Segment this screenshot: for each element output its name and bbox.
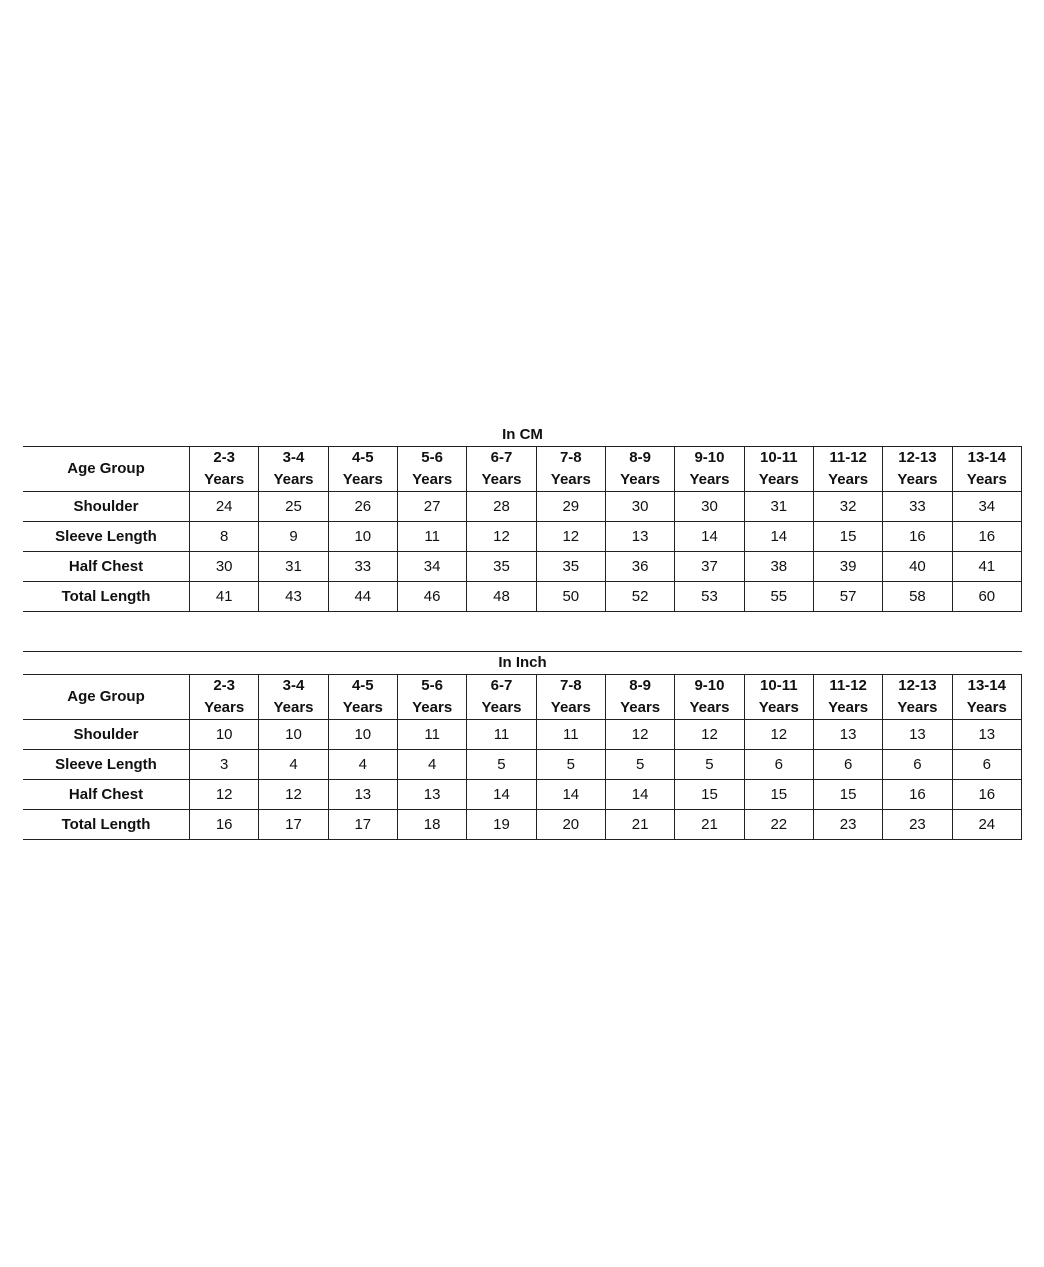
- measurement-value: 44: [328, 582, 397, 612]
- measurement-value: 4: [397, 750, 466, 780]
- age-group-column-header: [397, 447, 466, 492]
- measurement-value: 23: [813, 810, 882, 840]
- age-group-column-header: [190, 447, 259, 492]
- age-unit-label: Years: [620, 471, 661, 488]
- age-group-column-header: [813, 447, 882, 492]
- table-title: In Inch: [23, 651, 1022, 674]
- measurement-value: 14: [605, 780, 674, 810]
- age-group-column-header: [328, 447, 397, 492]
- measurement-value: 13: [883, 720, 952, 750]
- age-group-column-header: [883, 675, 952, 720]
- age-range-label: 13-14: [967, 677, 1006, 694]
- measurement-value: 34: [397, 552, 466, 582]
- measurement-value: 24: [952, 810, 1021, 840]
- measurement-value: 16: [190, 810, 259, 840]
- size-table-cm: [23, 424, 1022, 612]
- measurement-value: 31: [744, 492, 813, 522]
- measurement-value: 12: [536, 522, 605, 552]
- measurement-label: Sleeve Length: [23, 750, 190, 780]
- age-unit-label: Years: [342, 471, 383, 488]
- measurement-value: 32: [813, 492, 882, 522]
- measurement-value: 15: [813, 780, 882, 810]
- age-range-label: 2-3: [213, 677, 235, 694]
- age-unit-label: Years: [273, 471, 314, 488]
- age-group-column-header: [605, 447, 674, 492]
- age-range-label: 7-8: [559, 449, 582, 466]
- age-group-column-header: [397, 675, 466, 720]
- measurement-value: 28: [467, 492, 536, 522]
- measurement-value: 13: [397, 780, 466, 810]
- age-range-label: 10-11: [760, 449, 798, 466]
- measurement-value: 13: [952, 720, 1021, 750]
- age-range-label: 12-13: [898, 449, 937, 466]
- measurement-value: 48: [467, 582, 536, 612]
- measurement-value: 31: [259, 552, 328, 582]
- age-range-label: 11-12: [829, 677, 867, 694]
- age-group-header: Age Group: [23, 675, 190, 720]
- measurement-label: Total Length: [23, 582, 190, 612]
- measurement-value: 12: [467, 522, 536, 552]
- measurement-value: 10: [328, 522, 397, 552]
- measurement-value: 36: [605, 552, 674, 582]
- measurement-value: 29: [536, 492, 605, 522]
- age-range-label: 4-5: [351, 449, 374, 466]
- age-unit-label: Years: [897, 471, 938, 488]
- measurement-value: 41: [190, 582, 259, 612]
- measurement-value: 39: [813, 552, 882, 582]
- measurement-value: 5: [536, 750, 605, 780]
- measurement-value: 10: [328, 720, 397, 750]
- age-group-column-header: [259, 447, 328, 492]
- measurement-value: 10: [259, 720, 328, 750]
- header-row: [23, 675, 1022, 720]
- measurement-value: 11: [397, 522, 466, 552]
- measurement-value: 15: [813, 522, 882, 552]
- measurement-value: 53: [675, 582, 744, 612]
- measurement-value: 11: [536, 720, 605, 750]
- table-row: [23, 720, 1022, 750]
- measurement-value: 40: [883, 552, 952, 582]
- measurement-value: 55: [744, 582, 813, 612]
- age-unit-label: Years: [689, 471, 730, 488]
- measurement-value: 57: [813, 582, 882, 612]
- age-group-column-header: [328, 675, 397, 720]
- measurement-value: 12: [605, 720, 674, 750]
- measurement-value: 9: [259, 522, 328, 552]
- measurement-value: 6: [952, 750, 1021, 780]
- age-range-label: 13-14: [967, 449, 1006, 466]
- measurement-value: 17: [259, 810, 328, 840]
- measurement-value: 58: [883, 582, 952, 612]
- age-range-label: 10-11: [760, 677, 798, 694]
- age-unit-label: Years: [689, 699, 730, 716]
- measurement-value: 12: [190, 780, 259, 810]
- measurement-value: 10: [190, 720, 259, 750]
- measurement-value: 6: [813, 750, 882, 780]
- measurement-label: Shoulder: [23, 720, 190, 750]
- age-unit-label: Years: [758, 699, 799, 716]
- measurement-value: 13: [328, 780, 397, 810]
- table-row: [23, 492, 1022, 522]
- measurement-value: 43: [259, 582, 328, 612]
- measurement-value: 13: [813, 720, 882, 750]
- age-group-column-header: [952, 447, 1021, 492]
- age-group-column-header: [536, 447, 605, 492]
- measurement-value: 5: [467, 750, 536, 780]
- measurement-value: 21: [605, 810, 674, 840]
- age-range-label: 8-9: [629, 677, 651, 694]
- age-range-label: 9-10: [694, 449, 725, 466]
- measurement-value: 52: [605, 582, 674, 612]
- measurement-value: 33: [883, 492, 952, 522]
- age-range-label: 3-4: [282, 677, 305, 694]
- table-row: [23, 582, 1022, 612]
- measurement-value: 8: [190, 522, 259, 552]
- age-unit-label: Years: [828, 471, 869, 488]
- measurement-value: 22: [744, 810, 813, 840]
- measurement-value: 17: [328, 810, 397, 840]
- measurement-value: 16: [952, 780, 1021, 810]
- age-unit-label: Years: [273, 699, 314, 716]
- table-row: [23, 522, 1022, 552]
- measurement-value: 30: [190, 552, 259, 582]
- age-group-column-header: [467, 447, 536, 492]
- measurement-value: 5: [675, 750, 744, 780]
- measurement-value: 14: [675, 522, 744, 552]
- age-range-label: 11-12: [829, 449, 867, 466]
- age-unit-label: Years: [620, 699, 661, 716]
- age-range-label: 4-5: [351, 677, 374, 694]
- measurement-value: 20: [536, 810, 605, 840]
- age-unit-label: Years: [897, 699, 938, 716]
- measurement-value: 12: [675, 720, 744, 750]
- measurement-value: 27: [397, 492, 466, 522]
- measurement-value: 38: [744, 552, 813, 582]
- age-unit-label: Years: [412, 699, 453, 716]
- measurement-value: 18: [397, 810, 466, 840]
- age-unit-label: Years: [204, 699, 245, 716]
- age-group-column-header: [259, 675, 328, 720]
- age-unit-label: Years: [342, 699, 383, 716]
- age-range-label: 8-9: [629, 449, 651, 466]
- measurement-value: 41: [952, 552, 1021, 582]
- measurement-label: Total Length: [23, 810, 190, 840]
- measurement-value: 5: [605, 750, 674, 780]
- measurement-value: 6: [883, 750, 952, 780]
- measurement-label: Half Chest: [23, 780, 190, 810]
- age-range-label: 5-6: [421, 449, 443, 466]
- age-range-label: 3-4: [282, 449, 305, 466]
- age-range-label: 6-7: [490, 449, 513, 466]
- measurement-value: 4: [259, 750, 328, 780]
- measurement-value: 19: [467, 810, 536, 840]
- age-group-column-header: [744, 675, 813, 720]
- measurement-value: 13: [605, 522, 674, 552]
- age-unit-label: Years: [550, 699, 591, 716]
- age-range-label: 9-10: [694, 677, 725, 694]
- measurement-value: 15: [675, 780, 744, 810]
- measurement-value: 6: [744, 750, 813, 780]
- measurement-value: 14: [467, 780, 536, 810]
- measurement-value: 23: [883, 810, 952, 840]
- measurement-value: 16: [952, 522, 1021, 552]
- measurement-value: 11: [467, 720, 536, 750]
- measurement-value: 3: [190, 750, 259, 780]
- age-unit-label: Years: [412, 471, 453, 488]
- age-unit-label: Years: [828, 699, 869, 716]
- measurement-value: 4: [328, 750, 397, 780]
- table-row: [23, 552, 1022, 582]
- measurement-value: 60: [952, 582, 1021, 612]
- measurement-value: 14: [744, 522, 813, 552]
- measurement-value: 37: [675, 552, 744, 582]
- measurement-value: 16: [883, 522, 952, 552]
- header-row: [23, 447, 1022, 492]
- age-range-label: 5-6: [421, 677, 443, 694]
- measurement-value: 34: [952, 492, 1021, 522]
- age-group-column-header: [813, 675, 882, 720]
- measurement-value: 21: [675, 810, 744, 840]
- measurement-value: 35: [467, 552, 536, 582]
- age-group-column-header: [605, 675, 674, 720]
- measurement-value: 12: [744, 720, 813, 750]
- table-body: [23, 492, 1022, 612]
- measurement-value: 26: [328, 492, 397, 522]
- age-unit-label: Years: [758, 471, 799, 488]
- measurement-value: 11: [397, 720, 466, 750]
- table-row: [23, 780, 1022, 810]
- table-row: [23, 750, 1022, 780]
- table-title: In CM: [502, 426, 543, 443]
- age-group-column-header: [675, 447, 744, 492]
- measurement-value: 25: [259, 492, 328, 522]
- size-table-inch: [23, 651, 1022, 840]
- age-range-label: 6-7: [490, 677, 513, 694]
- measurement-value: 24: [190, 492, 259, 522]
- measurement-label: Sleeve Length: [23, 522, 190, 552]
- age-group-column-header: [883, 447, 952, 492]
- table-body: [23, 720, 1022, 840]
- measurement-value: 30: [605, 492, 674, 522]
- measurement-value: 12: [259, 780, 328, 810]
- measurement-value: 35: [536, 552, 605, 582]
- measurement-value: 15: [744, 780, 813, 810]
- age-range-label: 2-3: [213, 449, 235, 466]
- table-row: [23, 810, 1022, 840]
- age-range-label: 7-8: [559, 677, 582, 694]
- age-group-column-header: [744, 447, 813, 492]
- age-unit-label: Years: [204, 471, 245, 488]
- measurement-value: 16: [883, 780, 952, 810]
- measurement-label: Shoulder: [23, 492, 190, 522]
- age-unit-label: Years: [481, 699, 522, 716]
- measurement-value: 50: [536, 582, 605, 612]
- age-group-column-header: [952, 675, 1021, 720]
- age-unit-label: Years: [966, 471, 1007, 488]
- age-unit-label: Years: [966, 699, 1007, 716]
- age-unit-label: Years: [481, 471, 522, 488]
- age-group-header: Age Group: [23, 447, 190, 492]
- age-range-label: 12-13: [898, 677, 937, 694]
- measurement-value: 46: [397, 582, 466, 612]
- measurement-value: 33: [328, 552, 397, 582]
- measurement-label: Half Chest: [23, 552, 190, 582]
- age-group-column-header: [190, 675, 259, 720]
- age-group-column-header: [536, 675, 605, 720]
- age-group-column-header: [467, 675, 536, 720]
- measurement-value: 14: [536, 780, 605, 810]
- age-group-column-header: [675, 675, 744, 720]
- measurement-value: 30: [675, 492, 744, 522]
- age-unit-label: Years: [550, 471, 591, 488]
